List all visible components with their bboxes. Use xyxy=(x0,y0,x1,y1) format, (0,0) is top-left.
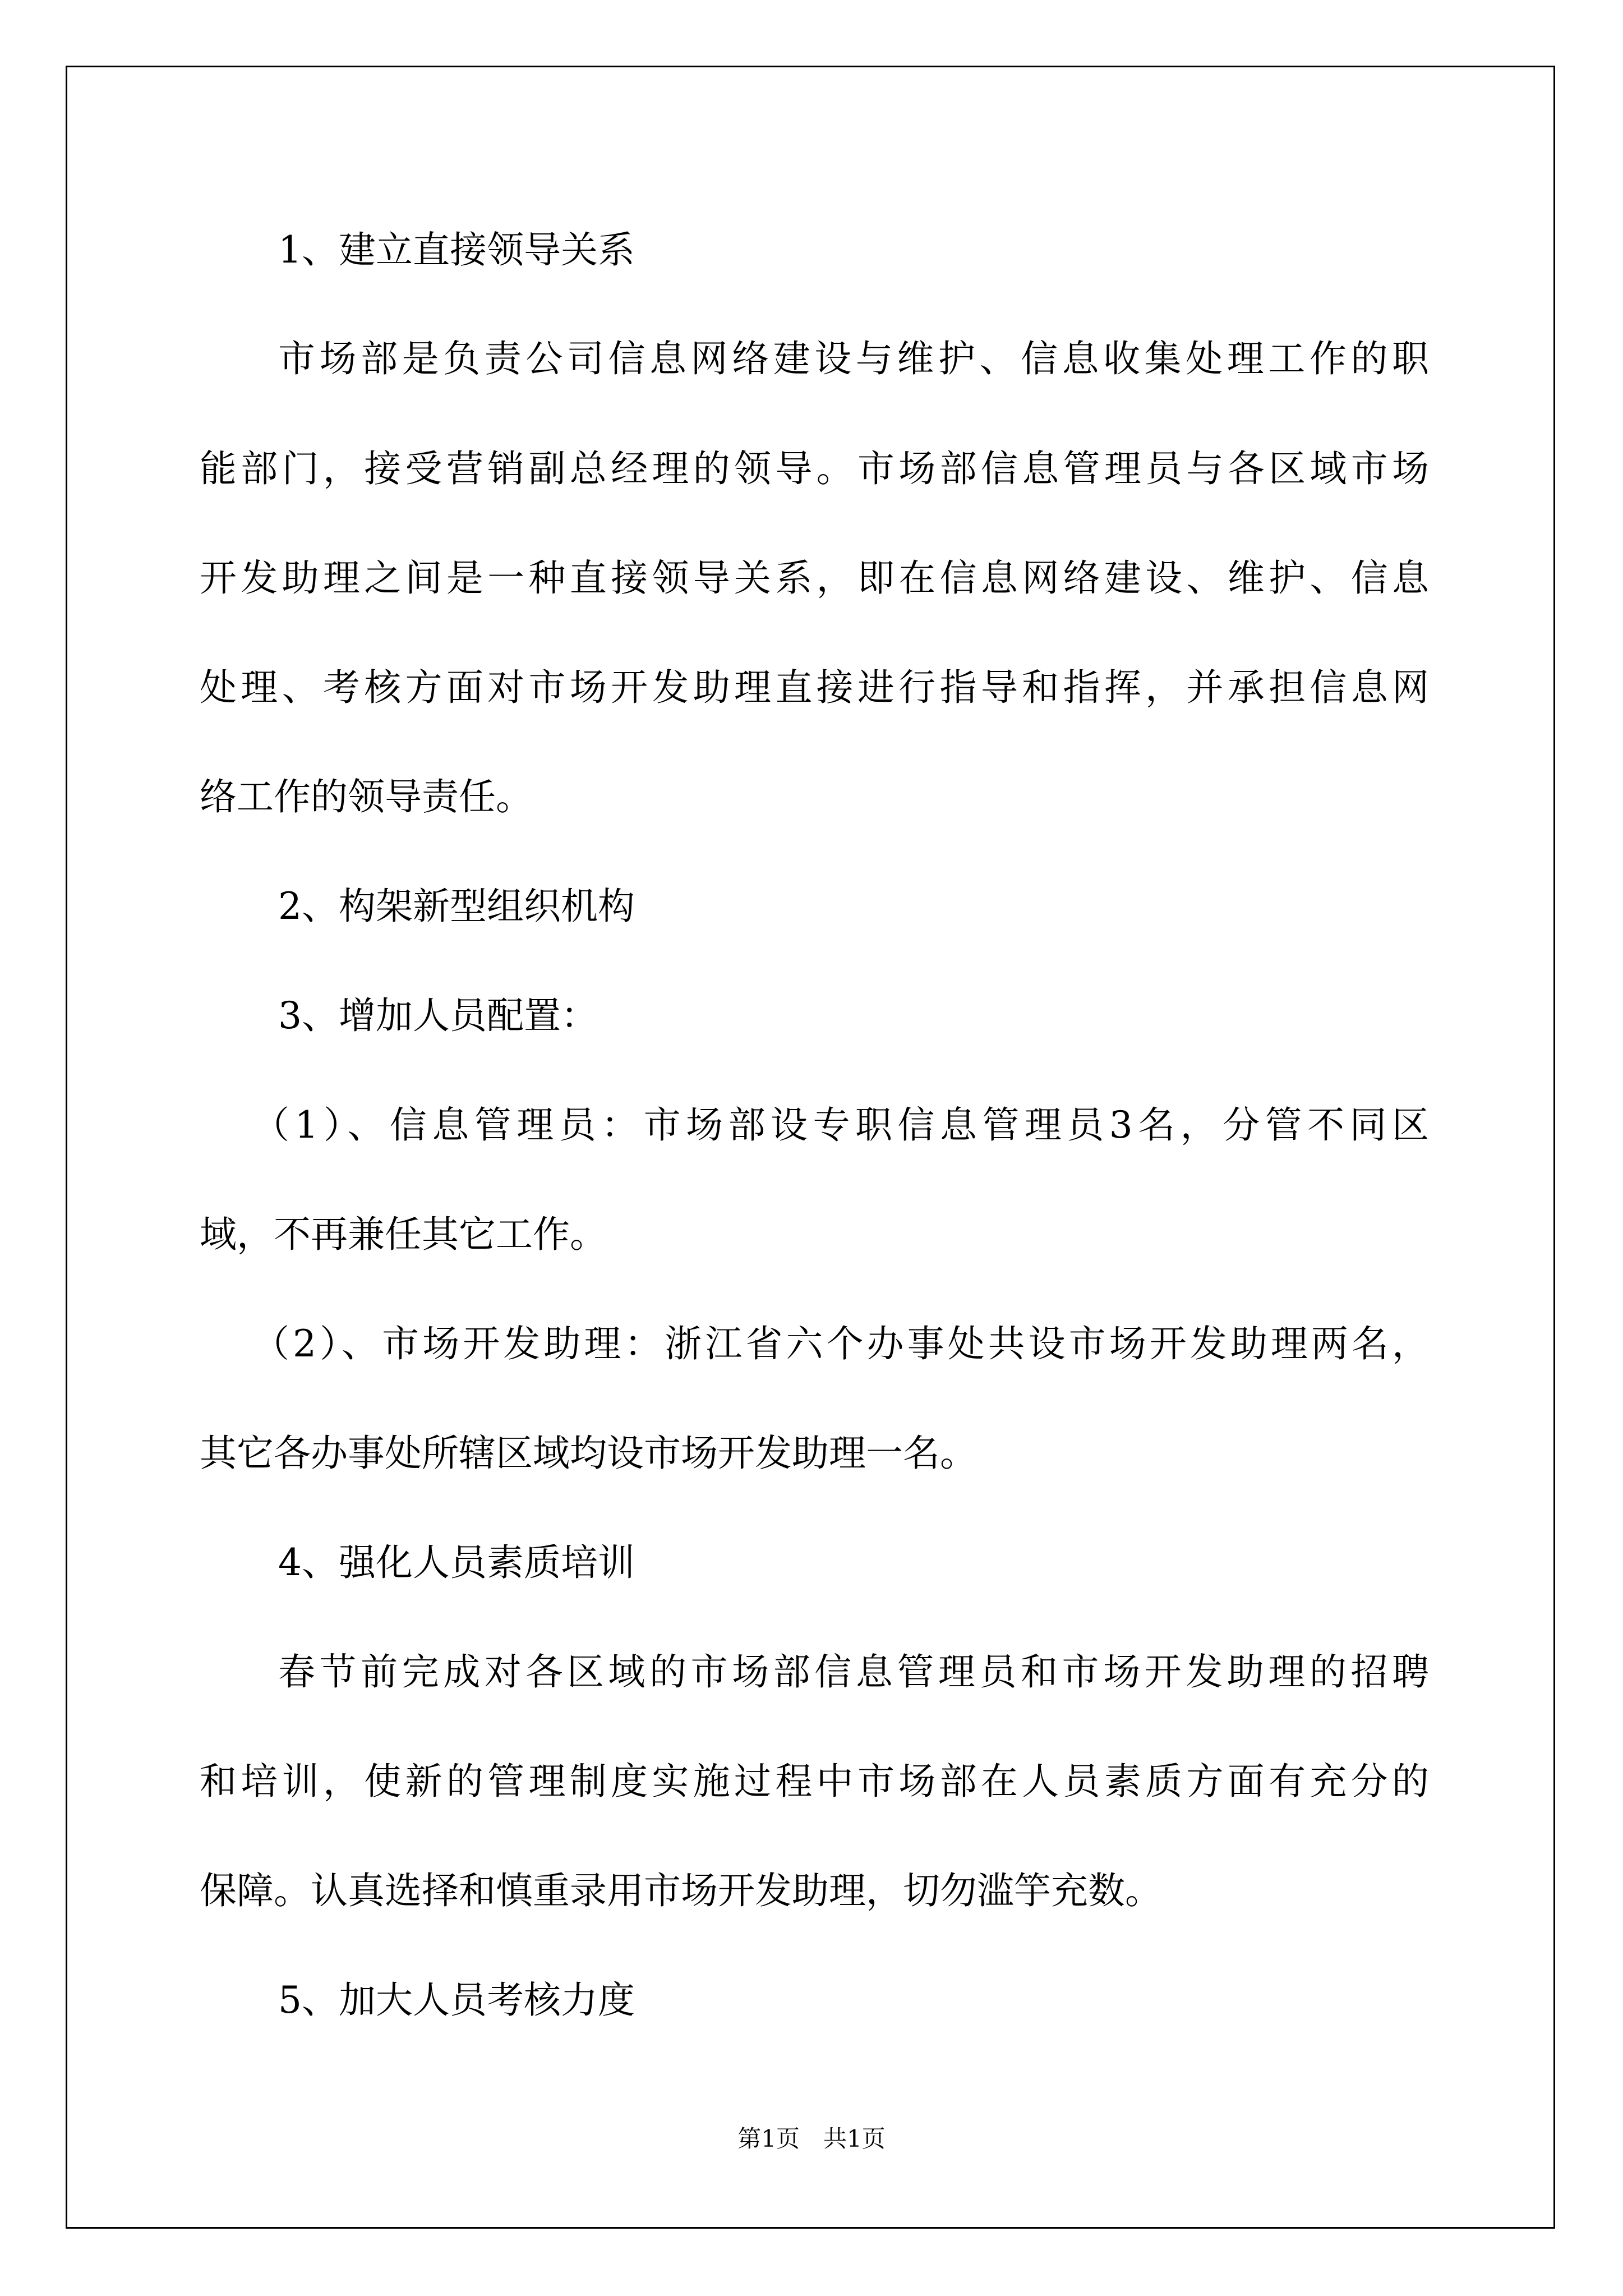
paragraph-line: 能部门，接受营销副总经理的领导。市场部信息管理员与各区域市场 xyxy=(200,447,1429,490)
paragraph-line: 市场部是负责公司信息网络建设与维护、信息收集处理工作的职 xyxy=(278,337,1429,380)
paragraph-line: （2）、市场开发助理：浙江省六个办事处共设市场开发助理两名， xyxy=(252,1322,1429,1365)
paragraph-line: 保障。认真选择和慎重录用市场开发助理，切勿滥竽充数。 xyxy=(200,1869,1162,1912)
page-footer: 第1页 共1页 xyxy=(737,2125,886,2152)
heading-5: 5、加大人员考核力度 xyxy=(278,1978,635,2022)
paragraph-line: （1）、信息管理员：市场部设专职信息管理员3名，分管不同区 xyxy=(252,1103,1429,1147)
heading-3: 3、增加人员配置： xyxy=(278,994,598,1037)
heading-4: 4、强化人员素质培训 xyxy=(278,1541,635,1584)
paragraph-line: 其它各办事处所辖区域均设市场开发助理一名。 xyxy=(200,1432,977,1475)
paragraph-line: 春节前完成对各区域的市场部信息管理员和市场开发助理的招聘 xyxy=(278,1650,1429,1694)
paragraph-line: 处理、考核方面对市场开发助理直接进行指导和指挥，并承担信息网 xyxy=(200,666,1429,709)
paragraph-line: 开发助理之间是一种直接领导关系，即在信息网络建设、维护、信息 xyxy=(200,556,1429,600)
paragraph-line: 络工作的领导责任。 xyxy=(200,775,533,818)
paragraph-line: 域，不再兼任其它工作。 xyxy=(200,1213,607,1256)
heading-1: 1、建立直接领导关系 xyxy=(278,228,635,272)
paragraph-line: 和培训，使新的管理制度实施过程中市场部在人员素质方面有充分的 xyxy=(200,1760,1429,1803)
heading-2: 2、构架新型组织机构 xyxy=(278,885,635,928)
